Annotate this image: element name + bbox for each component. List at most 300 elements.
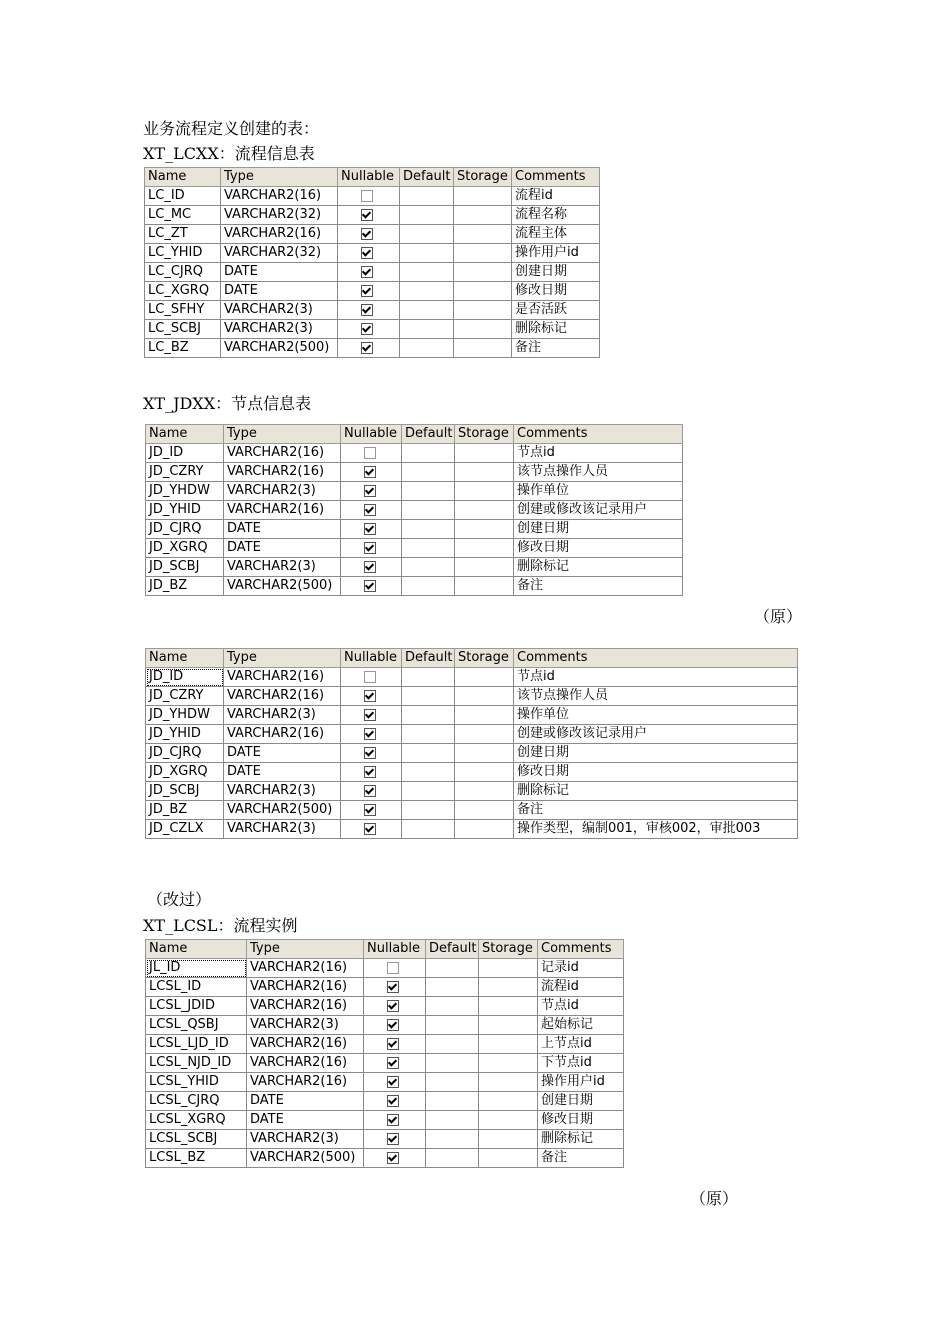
field-name-cell[interactable]: JD_XGRQ [146, 539, 224, 558]
storage-cell[interactable] [479, 1035, 538, 1054]
field-type-cell[interactable]: VARCHAR2(500) [224, 801, 341, 820]
comment-cell[interactable]: 流程主体 [512, 225, 600, 244]
field-name-cell[interactable]: LC_SFHY [145, 301, 221, 320]
storage-cell[interactable] [454, 206, 512, 225]
default-cell[interactable] [402, 577, 455, 596]
checkbox-checked[interactable] [364, 728, 376, 740]
default-cell[interactable] [400, 187, 454, 206]
default-cell[interactable] [426, 959, 479, 978]
comment-cell[interactable]: 操作用户id [512, 244, 600, 263]
field-name-cell[interactable]: LCSL_YHID [146, 1073, 247, 1092]
field-name-cell[interactable]: LC_SCBJ [145, 320, 221, 339]
comment-cell[interactable]: 删除标记 [512, 320, 600, 339]
default-cell[interactable] [402, 782, 455, 801]
col-default-header[interactable]: Default [426, 940, 479, 959]
checkbox-checked[interactable] [387, 1152, 399, 1164]
comment-cell[interactable]: 上节点id [538, 1035, 624, 1054]
col-name-header[interactable]: Name [146, 940, 247, 959]
comment-cell[interactable]: 节点id [514, 668, 798, 687]
comment-cell[interactable]: 操作单位 [514, 706, 798, 725]
col-nullable-header[interactable]: Nullable [338, 168, 400, 187]
default-cell[interactable] [426, 1111, 479, 1130]
comment-cell[interactable]: 该节点操作人员 [514, 687, 798, 706]
checkbox-checked[interactable] [364, 747, 376, 759]
col-default-header[interactable]: Default [400, 168, 454, 187]
nullable-cell[interactable] [364, 1111, 426, 1130]
col-storage-header[interactable]: Storage [455, 425, 514, 444]
field-type-cell[interactable]: VARCHAR2(16) [224, 725, 341, 744]
field-name-cell[interactable]: LC_ID [145, 187, 221, 206]
checkbox-checked[interactable] [361, 342, 373, 354]
comment-cell[interactable]: 节点id [514, 444, 683, 463]
comment-cell[interactable]: 删除标记 [514, 558, 683, 577]
field-name-cell[interactable]: JD_ID [146, 444, 224, 463]
nullable-cell[interactable] [364, 997, 426, 1016]
default-cell[interactable] [402, 501, 455, 520]
field-name-cell[interactable]: LCSL_XGRQ [146, 1111, 247, 1130]
checkbox-checked[interactable] [361, 209, 373, 221]
nullable-cell[interactable] [341, 687, 402, 706]
field-name-cell[interactable]: JD_CZLX [146, 820, 224, 839]
table-row[interactable] [146, 482, 683, 501]
field-type-cell[interactable]: VARCHAR2(3) [221, 301, 338, 320]
comment-cell[interactable]: 创建或修改该记录用户 [514, 725, 798, 744]
col-name-header[interactable]: Name [145, 168, 221, 187]
nullable-cell[interactable] [364, 1130, 426, 1149]
field-type-cell[interactable]: VARCHAR2(16) [247, 1035, 364, 1054]
nullable-cell[interactable] [341, 520, 402, 539]
storage-cell[interactable] [455, 801, 514, 820]
default-cell[interactable] [402, 444, 455, 463]
checkbox-checked[interactable] [387, 1000, 399, 1012]
storage-cell[interactable] [479, 1054, 538, 1073]
checkbox-checked[interactable] [361, 266, 373, 278]
comment-cell[interactable]: 备注 [538, 1149, 624, 1168]
storage-cell[interactable] [479, 1073, 538, 1092]
nullable-cell[interactable] [364, 1035, 426, 1054]
table-row[interactable] [146, 687, 798, 706]
storage-cell[interactable] [455, 463, 514, 482]
field-type-cell[interactable]: VARCHAR2(16) [221, 225, 338, 244]
field-name-cell[interactable]: LC_CJRQ [145, 263, 221, 282]
nullable-cell[interactable] [338, 301, 400, 320]
nullable-cell[interactable] [341, 482, 402, 501]
checkbox-checked[interactable] [387, 1133, 399, 1145]
field-name-cell[interactable]: LCSL_LJD_ID [146, 1035, 247, 1054]
table-row[interactable] [145, 187, 600, 206]
field-type-cell[interactable]: VARCHAR2(3) [224, 482, 341, 501]
comment-cell[interactable]: 修改日期 [514, 539, 683, 558]
nullable-cell[interactable] [364, 1092, 426, 1111]
field-name-cell[interactable]: LCSL_CJRQ [146, 1092, 247, 1111]
comment-cell[interactable]: 删除标记 [514, 782, 798, 801]
col-type-header[interactable]: Type [247, 940, 364, 959]
comment-cell[interactable]: 创建日期 [538, 1092, 624, 1111]
field-type-cell[interactable]: DATE [224, 763, 341, 782]
nullable-cell[interactable] [341, 744, 402, 763]
table-row[interactable] [146, 725, 798, 744]
table-row[interactable] [145, 320, 600, 339]
storage-cell[interactable] [454, 339, 512, 358]
storage-cell[interactable] [455, 520, 514, 539]
default-cell[interactable] [400, 206, 454, 225]
col-nullable-header[interactable]: Nullable [341, 425, 402, 444]
storage-cell[interactable] [479, 959, 538, 978]
field-type-cell[interactable]: DATE [221, 282, 338, 301]
comment-cell[interactable]: 流程名称 [512, 206, 600, 225]
field-type-cell[interactable]: VARCHAR2(16) [224, 668, 341, 687]
table-row[interactable] [146, 577, 683, 596]
nullable-cell[interactable] [341, 763, 402, 782]
nullable-cell[interactable] [364, 978, 426, 997]
table-row[interactable] [146, 801, 798, 820]
storage-cell[interactable] [479, 1149, 538, 1168]
table-row[interactable] [146, 744, 798, 763]
checkbox-checked[interactable] [364, 785, 376, 797]
field-name-cell[interactable]: JD_CJRQ [146, 744, 224, 763]
nullable-cell[interactable] [338, 244, 400, 263]
checkbox-checked[interactable] [364, 823, 376, 835]
table-row[interactable] [146, 997, 624, 1016]
default-cell[interactable] [402, 482, 455, 501]
col-storage-header[interactable]: Storage [454, 168, 512, 187]
default-cell[interactable] [402, 539, 455, 558]
field-type-cell[interactable]: VARCHAR2(16) [247, 978, 364, 997]
default-cell[interactable] [426, 1016, 479, 1035]
table-row[interactable] [146, 539, 683, 558]
field-type-cell[interactable]: VARCHAR2(16) [224, 501, 341, 520]
col-default-header[interactable]: Default [402, 649, 455, 668]
comment-cell[interactable]: 修改日期 [514, 763, 798, 782]
checkbox-checked[interactable] [364, 766, 376, 778]
nullable-cell[interactable] [338, 263, 400, 282]
storage-cell[interactable] [455, 820, 514, 839]
checkbox-checked[interactable] [387, 1076, 399, 1088]
col-storage-header[interactable]: Storage [479, 940, 538, 959]
comment-cell[interactable]: 修改日期 [538, 1111, 624, 1130]
checkbox-unchecked[interactable] [364, 447, 376, 459]
col-type-header[interactable]: Type [224, 425, 341, 444]
nullable-cell[interactable] [341, 706, 402, 725]
table-row[interactable] [146, 978, 624, 997]
comment-cell[interactable]: 该节点操作人员 [514, 463, 683, 482]
default-cell[interactable] [400, 320, 454, 339]
storage-cell[interactable] [455, 482, 514, 501]
field-name-cell[interactable]: JD_SCBJ [146, 558, 224, 577]
nullable-cell[interactable] [341, 782, 402, 801]
col-comments-header[interactable]: Comments [538, 940, 624, 959]
storage-cell[interactable] [455, 577, 514, 596]
field-type-cell[interactable]: VARCHAR2(3) [224, 782, 341, 801]
field-name-cell[interactable]: JD_YHDW [146, 482, 224, 501]
default-cell[interactable] [402, 463, 455, 482]
checkbox-checked[interactable] [387, 1114, 399, 1126]
nullable-cell[interactable] [341, 463, 402, 482]
default-cell[interactable] [400, 263, 454, 282]
field-type-cell[interactable]: VARCHAR2(16) [224, 444, 341, 463]
default-cell[interactable] [402, 725, 455, 744]
storage-cell[interactable] [455, 782, 514, 801]
nullable-cell[interactable] [341, 820, 402, 839]
field-name-cell[interactable]: LC_MC [145, 206, 221, 225]
default-cell[interactable] [426, 1035, 479, 1054]
checkbox-checked[interactable] [364, 466, 376, 478]
field-name-cell[interactable]: JD_YHDW [146, 706, 224, 725]
col-nullable-header[interactable]: Nullable [341, 649, 402, 668]
checkbox-checked[interactable] [364, 523, 376, 535]
default-cell[interactable] [426, 1073, 479, 1092]
table-row[interactable] [145, 225, 600, 244]
checkbox-checked[interactable] [387, 1038, 399, 1050]
field-name-cell[interactable]: LC_BZ [145, 339, 221, 358]
default-cell[interactable] [402, 687, 455, 706]
default-cell[interactable] [400, 301, 454, 320]
storage-cell[interactable] [479, 1092, 538, 1111]
storage-cell[interactable] [455, 558, 514, 577]
field-name-cell[interactable]: JD_CJRQ [146, 520, 224, 539]
checkbox-checked[interactable] [387, 1019, 399, 1031]
checkbox-checked[interactable] [364, 485, 376, 497]
nullable-cell[interactable] [364, 1054, 426, 1073]
field-type-cell[interactable]: VARCHAR2(3) [224, 558, 341, 577]
default-cell[interactable] [402, 520, 455, 539]
comment-cell[interactable]: 创建日期 [512, 263, 600, 282]
default-cell[interactable] [426, 978, 479, 997]
field-type-cell[interactable]: DATE [224, 539, 341, 558]
field-type-cell[interactable]: VARCHAR2(16) [247, 1073, 364, 1092]
default-cell[interactable] [402, 744, 455, 763]
table-row[interactable] [146, 1035, 624, 1054]
storage-cell[interactable] [454, 301, 512, 320]
default-cell[interactable] [400, 282, 454, 301]
field-name-cell[interactable]: LCSL_BZ [146, 1149, 247, 1168]
field-name-cell[interactable]: JD_CZRY [146, 687, 224, 706]
table-row[interactable] [145, 206, 600, 225]
storage-cell[interactable] [479, 1016, 538, 1035]
checkbox-checked[interactable] [387, 981, 399, 993]
storage-cell[interactable] [479, 1111, 538, 1130]
field-type-cell[interactable]: DATE [247, 1111, 364, 1130]
default-cell[interactable] [402, 820, 455, 839]
checkbox-checked[interactable] [364, 542, 376, 554]
default-cell[interactable] [426, 997, 479, 1016]
field-type-cell[interactable]: VARCHAR2(3) [247, 1130, 364, 1149]
storage-cell[interactable] [454, 225, 512, 244]
col-storage-header[interactable]: Storage [455, 649, 514, 668]
comment-cell[interactable]: 删除标记 [538, 1130, 624, 1149]
storage-cell[interactable] [479, 1130, 538, 1149]
field-type-cell[interactable]: VARCHAR2(32) [221, 206, 338, 225]
field-type-cell[interactable]: DATE [247, 1092, 364, 1111]
table-row[interactable] [146, 959, 624, 978]
nullable-cell[interactable] [341, 539, 402, 558]
default-cell[interactable] [402, 801, 455, 820]
nullable-cell[interactable] [364, 1016, 426, 1035]
comment-cell[interactable]: 备注 [514, 577, 683, 596]
default-cell[interactable] [402, 706, 455, 725]
table-row[interactable] [146, 558, 683, 577]
nullable-cell[interactable] [341, 725, 402, 744]
comment-cell[interactable]: 记录id [538, 959, 624, 978]
nullable-cell[interactable] [341, 501, 402, 520]
field-type-cell[interactable]: VARCHAR2(3) [224, 820, 341, 839]
table-row[interactable] [146, 763, 798, 782]
field-type-cell[interactable]: VARCHAR2(16) [221, 187, 338, 206]
field-name-cell[interactable]: JD_XGRQ [146, 763, 224, 782]
nullable-cell[interactable] [341, 577, 402, 596]
table-row[interactable] [145, 301, 600, 320]
checkbox-checked[interactable] [361, 323, 373, 335]
table-row[interactable] [146, 1149, 624, 1168]
checkbox-checked[interactable] [361, 304, 373, 316]
table-row[interactable] [146, 520, 683, 539]
field-name-cell[interactable]: LCSL_ID [146, 978, 247, 997]
storage-cell[interactable] [455, 687, 514, 706]
table-row[interactable] [146, 668, 798, 687]
checkbox-checked[interactable] [361, 247, 373, 259]
col-type-header[interactable]: Type [224, 649, 341, 668]
col-name-header[interactable]: Name [146, 425, 224, 444]
storage-cell[interactable] [455, 725, 514, 744]
storage-cell[interactable] [454, 282, 512, 301]
field-name-cell[interactable]: LCSL_JDID [146, 997, 247, 1016]
comment-cell[interactable]: 创建日期 [514, 744, 798, 763]
field-name-cell[interactable]: JD_YHID [146, 725, 224, 744]
comment-cell[interactable]: 创建或修改该记录用户 [514, 501, 683, 520]
nullable-cell[interactable] [364, 1149, 426, 1168]
nullable-cell[interactable] [338, 206, 400, 225]
nullable-cell[interactable] [341, 668, 402, 687]
table-row[interactable] [146, 1092, 624, 1111]
checkbox-checked[interactable] [361, 228, 373, 240]
checkbox-unchecked[interactable] [361, 190, 373, 202]
field-name-cell[interactable]: JD_ID [146, 668, 224, 687]
field-type-cell[interactable]: VARCHAR2(3) [224, 706, 341, 725]
default-cell[interactable] [402, 763, 455, 782]
field-type-cell[interactable]: VARCHAR2(16) [224, 687, 341, 706]
field-type-cell[interactable]: VARCHAR2(3) [247, 1016, 364, 1035]
storage-cell[interactable] [455, 668, 514, 687]
col-name-header[interactable]: Name [146, 649, 224, 668]
checkbox-checked[interactable] [364, 709, 376, 721]
default-cell[interactable] [426, 1130, 479, 1149]
default-cell[interactable] [400, 225, 454, 244]
nullable-cell[interactable] [338, 320, 400, 339]
field-name-cell[interactable]: LCSL_NJD_ID [146, 1054, 247, 1073]
field-type-cell[interactable]: VARCHAR2(500) [247, 1149, 364, 1168]
field-name-cell[interactable]: LC_XGRQ [145, 282, 221, 301]
comment-cell[interactable]: 操作类型，编制001，审核002，审批003 [514, 820, 798, 839]
table-row[interactable] [145, 282, 600, 301]
table-row[interactable] [146, 1016, 624, 1035]
checkbox-checked[interactable] [364, 804, 376, 816]
storage-cell[interactable] [454, 263, 512, 282]
comment-cell[interactable]: 操作单位 [514, 482, 683, 501]
field-type-cell[interactable]: VARCHAR2(32) [221, 244, 338, 263]
default-cell[interactable] [402, 558, 455, 577]
field-type-cell[interactable]: VARCHAR2(3) [221, 320, 338, 339]
col-comments-header[interactable]: Comments [514, 649, 798, 668]
comment-cell[interactable]: 是否活跃 [512, 301, 600, 320]
comment-cell[interactable]: 操作用户id [538, 1073, 624, 1092]
field-type-cell[interactable]: VARCHAR2(16) [224, 463, 341, 482]
storage-cell[interactable] [455, 539, 514, 558]
table-row[interactable] [146, 1111, 624, 1130]
checkbox-unchecked[interactable] [387, 962, 399, 974]
field-type-cell[interactable]: VARCHAR2(500) [221, 339, 338, 358]
col-comments-header[interactable]: Comments [512, 168, 600, 187]
field-type-cell[interactable]: VARCHAR2(500) [224, 577, 341, 596]
field-name-cell[interactable]: LC_YHID [145, 244, 221, 263]
col-comments-header[interactable]: Comments [514, 425, 683, 444]
default-cell[interactable] [400, 339, 454, 358]
nullable-cell[interactable] [341, 558, 402, 577]
table-row[interactable] [146, 820, 798, 839]
checkbox-checked[interactable] [364, 690, 376, 702]
storage-cell[interactable] [479, 997, 538, 1016]
nullable-cell[interactable] [364, 1073, 426, 1092]
table-row[interactable] [145, 263, 600, 282]
table-row[interactable] [146, 1054, 624, 1073]
nullable-cell[interactable] [341, 801, 402, 820]
default-cell[interactable] [402, 668, 455, 687]
table-row[interactable] [146, 444, 683, 463]
nullable-cell[interactable] [338, 282, 400, 301]
field-name-cell[interactable]: JD_CZRY [146, 463, 224, 482]
comment-cell[interactable]: 流程id [538, 978, 624, 997]
field-type-cell[interactable]: VARCHAR2(16) [247, 1054, 364, 1073]
field-type-cell[interactable]: DATE [224, 744, 341, 763]
storage-cell[interactable] [455, 706, 514, 725]
field-type-cell[interactable]: VARCHAR2(16) [247, 959, 364, 978]
col-type-header[interactable]: Type [221, 168, 338, 187]
field-name-cell[interactable]: LC_ZT [145, 225, 221, 244]
default-cell[interactable] [400, 244, 454, 263]
storage-cell[interactable] [455, 444, 514, 463]
comment-cell[interactable]: 下节点id [538, 1054, 624, 1073]
field-name-cell[interactable]: JD_BZ [146, 577, 224, 596]
nullable-cell[interactable] [338, 339, 400, 358]
table-row[interactable] [146, 501, 683, 520]
checkbox-checked[interactable] [387, 1057, 399, 1069]
table-row[interactable] [146, 1130, 624, 1149]
checkbox-checked[interactable] [364, 561, 376, 573]
storage-cell[interactable] [455, 501, 514, 520]
storage-cell[interactable] [454, 187, 512, 206]
field-name-cell[interactable]: LCSL_SCBJ [146, 1130, 247, 1149]
comment-cell[interactable]: 创建日期 [514, 520, 683, 539]
table-row[interactable] [146, 463, 683, 482]
storage-cell[interactable] [454, 244, 512, 263]
checkbox-checked[interactable] [364, 504, 376, 516]
nullable-cell[interactable] [341, 444, 402, 463]
checkbox-checked[interactable] [387, 1095, 399, 1107]
col-nullable-header[interactable]: Nullable [364, 940, 426, 959]
checkbox-unchecked[interactable] [364, 671, 376, 683]
table-row[interactable] [146, 1073, 624, 1092]
storage-cell[interactable] [455, 763, 514, 782]
nullable-cell[interactable] [338, 225, 400, 244]
field-type-cell[interactable]: DATE [224, 520, 341, 539]
nullable-cell[interactable] [364, 959, 426, 978]
comment-cell[interactable]: 修改日期 [512, 282, 600, 301]
storage-cell[interactable] [454, 320, 512, 339]
field-name-cell[interactable]: JD_BZ [146, 801, 224, 820]
table-row[interactable] [145, 339, 600, 358]
default-cell[interactable] [426, 1054, 479, 1073]
field-name-cell[interactable]: JD_SCBJ [146, 782, 224, 801]
field-name-cell[interactable]: LCSL_QSBJ [146, 1016, 247, 1035]
